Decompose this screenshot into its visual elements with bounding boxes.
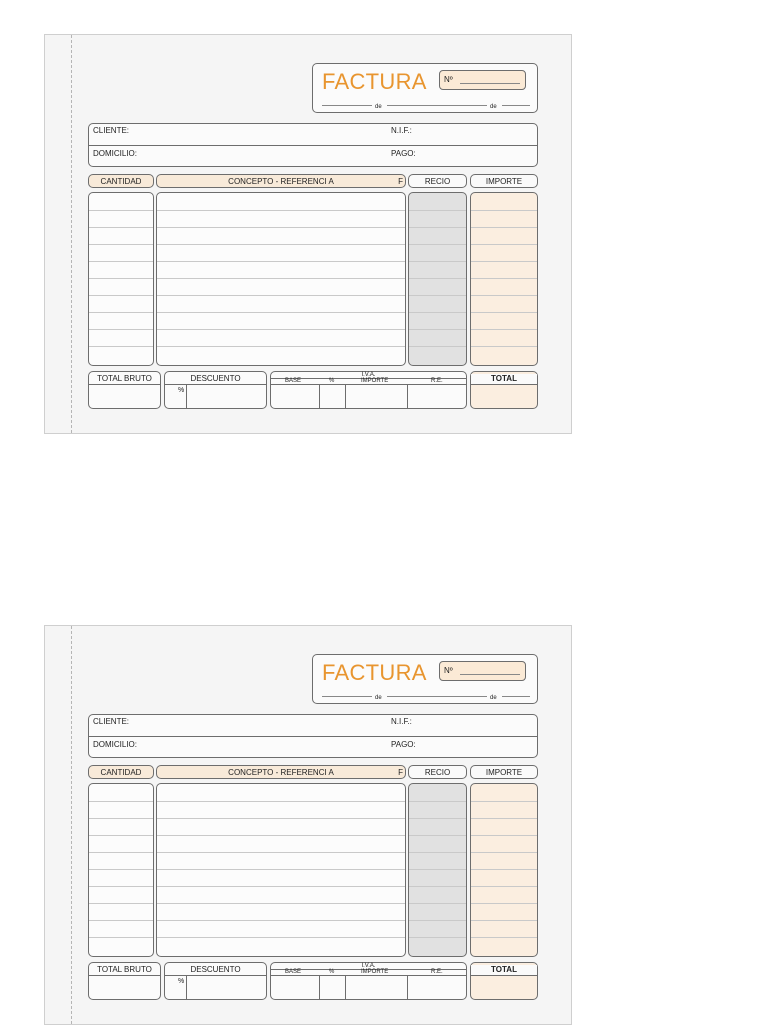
gross-total-label: TOTAL BRUTO: [97, 374, 152, 383]
concept-header: CONCEPTO - REFERENCI A F: [156, 174, 406, 188]
date-month-line[interactable]: [387, 105, 487, 106]
total-box[interactable]: [470, 962, 538, 1000]
gross-total-label: TOTAL BRUTO: [97, 965, 152, 974]
client-box: [88, 123, 538, 167]
invoice-number-label: Nº: [444, 666, 453, 675]
invoice-number-label: Nº: [444, 75, 453, 84]
date-de-label: de: [490, 695, 497, 701]
date-day-line[interactable]: [322, 696, 372, 697]
address-label: DOMICILIO:: [93, 149, 138, 158]
price-column[interactable]: [408, 192, 467, 366]
invoice-title-box: [312, 654, 538, 704]
invoice-form-bottom: [44, 625, 572, 1025]
total-label: TOTAL: [471, 374, 537, 384]
nif-label: N.I.F.:: [391, 717, 412, 726]
amount-header: IMPORTE: [470, 174, 538, 188]
client-box: [88, 714, 538, 758]
payment-label: PAGO:: [391, 740, 416, 749]
quantity-column[interactable]: [88, 783, 154, 957]
price-header: RECIO: [408, 174, 467, 188]
nif-label: N.I.F.:: [391, 126, 412, 135]
vat-box[interactable]: [270, 371, 467, 409]
vat-percent-label: %: [329, 969, 335, 975]
invoice-title-box: [312, 63, 538, 113]
vat-label: I.V.A.: [361, 372, 376, 378]
date-month-line[interactable]: [387, 696, 487, 697]
quantity-header: CANTIDAD: [88, 765, 154, 779]
amount-header: IMPORTE: [470, 765, 538, 779]
vat-base-label: BASE: [285, 969, 302, 975]
amount-column[interactable]: [470, 192, 538, 366]
amount-column[interactable]: [470, 783, 538, 957]
re-label: R.E.: [431, 969, 443, 975]
vat-label: I.V.A.: [361, 963, 376, 969]
vat-percent-label: %: [329, 378, 335, 384]
quantity-column[interactable]: [88, 192, 154, 366]
gross-total-box[interactable]: [88, 371, 161, 409]
re-label: R.E.: [431, 378, 443, 384]
perforation-line: [71, 626, 72, 1024]
price-header: RECIO: [408, 765, 467, 779]
total-label: TOTAL: [471, 965, 537, 975]
vat-base-label: BASE: [285, 378, 302, 384]
invoice-title: FACTURA: [322, 660, 427, 685]
total-box[interactable]: [470, 371, 538, 409]
gross-total-box[interactable]: [88, 962, 161, 1000]
invoice-form-top: [44, 34, 572, 434]
payment-label: PAGO:: [391, 149, 416, 158]
date-day-line[interactable]: [322, 105, 372, 106]
discount-box[interactable]: [164, 962, 267, 1000]
invoice-number-field[interactable]: [439, 70, 526, 90]
date-de-label: de: [375, 695, 382, 701]
discount-label: DESCUENTO: [190, 965, 241, 974]
discount-label: DESCUENTO: [190, 374, 241, 383]
vat-amount-label: IMPORTE: [361, 378, 389, 384]
discount-percent-label: %: [178, 387, 185, 394]
price-column[interactable]: [408, 783, 467, 957]
quantity-header: CANTIDAD: [88, 174, 154, 188]
date-year-line[interactable]: [502, 105, 530, 106]
invoice-title: FACTURA: [322, 69, 427, 94]
perforation-line: [71, 35, 72, 433]
concept-column[interactable]: [156, 192, 406, 366]
client-label: CLIENTE:: [93, 126, 130, 135]
client-label: CLIENTE:: [93, 717, 130, 726]
date-year-line[interactable]: [502, 696, 530, 697]
vat-box[interactable]: [270, 962, 467, 1000]
vat-amount-label: IMPORTE: [361, 969, 389, 975]
discount-percent-label: %: [178, 978, 185, 985]
concept-column[interactable]: [156, 783, 406, 957]
concept-header: CONCEPTO - REFERENCI A F: [156, 765, 406, 779]
date-de-label: de: [375, 104, 382, 110]
discount-box[interactable]: [164, 371, 267, 409]
date-de-label: de: [490, 104, 497, 110]
address-label: DOMICILIO:: [93, 740, 138, 749]
invoice-number-field[interactable]: [439, 661, 526, 681]
